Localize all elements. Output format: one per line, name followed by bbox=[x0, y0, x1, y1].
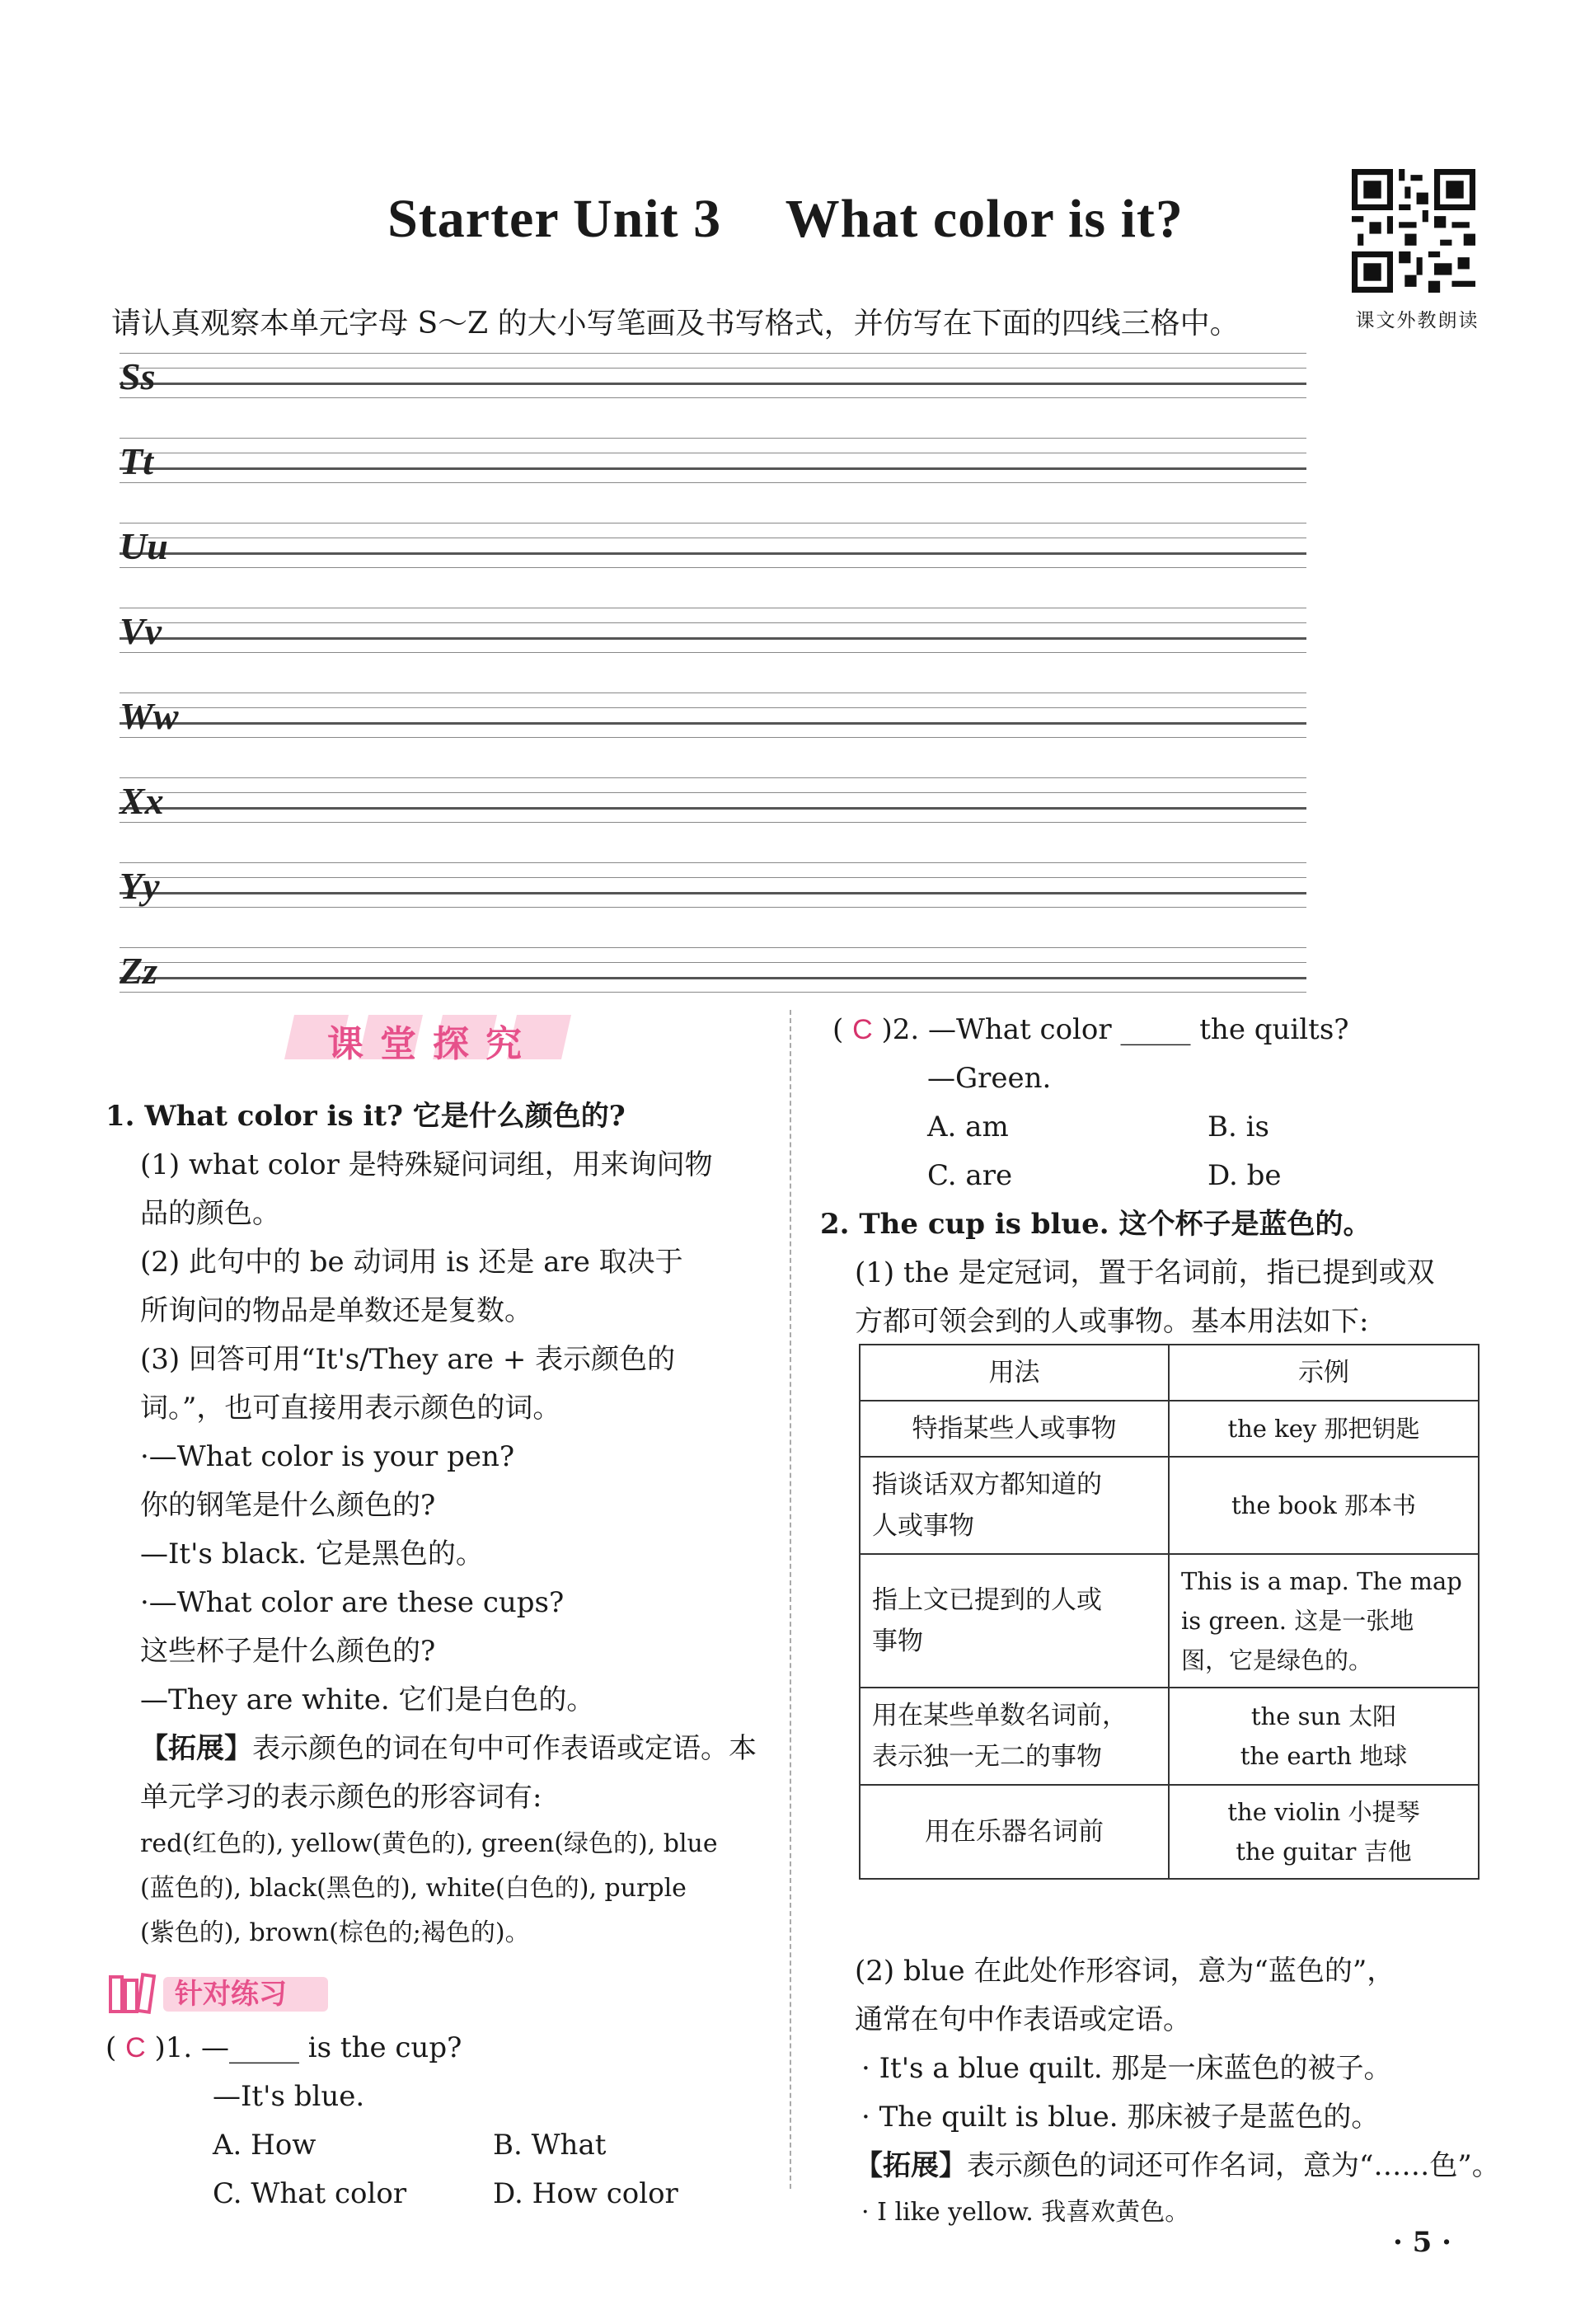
text-line: (1) what color 是特殊疑问词组，用来询问物 bbox=[140, 1148, 713, 1181]
color-words-line: (蓝色的), black(黑色的), white(白色的), purple bbox=[140, 1874, 687, 1903]
writing-guide-ss[interactable] bbox=[120, 353, 1306, 411]
usage-text: 事物 bbox=[872, 1627, 923, 1656]
usage-cell bbox=[860, 1401, 1169, 1457]
table-row bbox=[860, 1785, 1479, 1879]
usage-text: 表示独一无二的事物 bbox=[872, 1742, 1102, 1772]
q2-answer[interactable]: C bbox=[852, 1014, 873, 1045]
letter-label: Tt bbox=[120, 440, 153, 482]
table-row bbox=[860, 1688, 1479, 1785]
letter-label: Xx bbox=[120, 780, 164, 822]
example-text: the key 那把钥匙 bbox=[1227, 1415, 1420, 1443]
color-words-line: (紫色的), brown(棕色的;褐色的)。 bbox=[140, 1918, 530, 1947]
text-line: 通常在句中作表语或定语。 bbox=[855, 2003, 1191, 2036]
example-line: —They are white. 它们是白色的。 bbox=[140, 1683, 595, 1716]
extension-text: 表示颜色的词还可作名词，意为“……色”。 bbox=[967, 2149, 1500, 2182]
example-cell bbox=[1169, 1457, 1479, 1554]
table-row bbox=[860, 1457, 1479, 1554]
usage-text: 特指某些人或事物 bbox=[912, 1414, 1117, 1444]
example-cell bbox=[1169, 1554, 1479, 1688]
question-1 bbox=[106, 2024, 769, 2218]
letter-label: Vv bbox=[120, 610, 162, 652]
example-text: the earth 地球 bbox=[1240, 1742, 1408, 1770]
page-number: · 5 · bbox=[1393, 2226, 1452, 2259]
writing-instruction: 请认真观察本单元字母 S～Z 的大小写笔画及书写格式，并仿写在下面的四线三格中。 bbox=[111, 307, 1240, 340]
text-line: (2) blue 在此处作形容词，意为“蓝色的”， bbox=[855, 1955, 1395, 1988]
unit-question: What color is it? bbox=[785, 189, 1184, 249]
example-line: —It's black. 它是黑色的。 bbox=[140, 1538, 484, 1570]
table-row bbox=[860, 1554, 1479, 1688]
point2-title: 2. The cup is blue. 这个杯子是蓝色的。 bbox=[820, 1208, 1372, 1241]
extension-line bbox=[106, 1725, 769, 1773]
text-line: (3) 回答可用“It's/They are + 表示颜色的 bbox=[140, 1343, 676, 1376]
page-title bbox=[0, 188, 1571, 251]
usage-cell bbox=[860, 1554, 1169, 1688]
example-line: · The quilt is blue. 那床被子是蓝色的。 bbox=[861, 2101, 1380, 2134]
example-line: · I like yellow. 我喜欢黄色。 bbox=[861, 2198, 1190, 2227]
q1-stem-line: ( C )1. —_____ is the cup? bbox=[106, 2031, 462, 2064]
text-line: (2) 此句中的 be 动词用 is 还是 are 取决于 bbox=[140, 1246, 683, 1279]
section-banner-text: 课堂探究 bbox=[327, 1023, 538, 1065]
writing-guide-ww[interactable] bbox=[120, 693, 1306, 750]
writing-guide-zz[interactable] bbox=[120, 947, 1306, 1005]
usage-text: 指谈话双方都知道的 bbox=[872, 1470, 1102, 1500]
qr-code-icon[interactable] bbox=[1352, 169, 1475, 293]
q2-options-row bbox=[820, 1103, 1484, 1152]
example-line: ·—What color are these cups? bbox=[140, 1586, 565, 1619]
q1-options-row bbox=[106, 2121, 769, 2170]
question-2 bbox=[820, 1006, 1484, 1346]
the-usage-table bbox=[859, 1344, 1480, 1880]
text-line: 方都可领会到的人或事物。基本用法如下: bbox=[855, 1305, 1369, 1338]
writing-guide-uu[interactable] bbox=[120, 523, 1306, 580]
q2-option-a[interactable]: A. am bbox=[927, 1110, 1009, 1143]
blue-explanation bbox=[820, 1947, 1500, 2235]
example-text: is green. 这是一张地 bbox=[1181, 1607, 1414, 1635]
extension-label: 【拓展】 bbox=[140, 1732, 252, 1765]
example-line: 这些杯子是什么颜色的? bbox=[140, 1635, 436, 1668]
letter-label: Uu bbox=[120, 525, 168, 567]
example-line: ·—What color is your pen? bbox=[140, 1440, 515, 1473]
letter-label: Yy bbox=[120, 865, 160, 907]
text-line: 品的颜色。 bbox=[140, 1197, 280, 1230]
usage-cell bbox=[860, 1457, 1169, 1554]
usage-text: 指上文已提到的人或 bbox=[872, 1585, 1102, 1615]
q1-option-d[interactable]: D. How color bbox=[493, 2177, 678, 2210]
example-cell bbox=[1169, 1785, 1479, 1879]
text-line: 词。”，也可直接用表示颜色的词。 bbox=[140, 1392, 561, 1425]
column-divider bbox=[790, 1010, 791, 2189]
extension-label: 【拓展】 bbox=[855, 2149, 967, 2182]
table-header: 用法 bbox=[860, 1345, 1169, 1401]
left-column bbox=[106, 1092, 769, 1955]
color-words-line: red(红色的), yellow(黄色的), green(绿色的), blue bbox=[140, 1829, 718, 1858]
q1-reply: —It's blue. bbox=[213, 2080, 365, 2113]
q1-option-a[interactable]: A. How bbox=[213, 2129, 317, 2162]
example-text: the book 那本书 bbox=[1231, 1491, 1416, 1519]
letter-label: Ww bbox=[120, 695, 179, 737]
q2-option-b[interactable]: B. is bbox=[1208, 1110, 1269, 1143]
q1-options-row bbox=[106, 2170, 769, 2218]
example-text: 图，它是绿色的。 bbox=[1181, 1646, 1373, 1674]
text-line: (1) the 是定冠词，置于名词前，指已提到或双 bbox=[855, 1256, 1435, 1289]
q2-option-d[interactable]: D. be bbox=[1208, 1159, 1282, 1192]
books-icon bbox=[110, 1974, 154, 2012]
extension-text: 表示颜色的词在句中可作表语或定语。本 bbox=[252, 1732, 757, 1765]
usage-cell bbox=[860, 1688, 1169, 1785]
writing-guide-vv[interactable] bbox=[120, 608, 1306, 665]
usage-text: 用在某些单数名词前， bbox=[872, 1701, 1128, 1730]
point1-title: 1. What color is it? 它是什么颜色的? bbox=[106, 1100, 626, 1133]
practice-label: 针对练习 bbox=[175, 1978, 287, 2011]
writing-guide-yy[interactable] bbox=[120, 862, 1306, 920]
example-text: the guitar 吉他 bbox=[1236, 1838, 1412, 1866]
letter-label: Zz bbox=[120, 950, 157, 992]
text-line: 所询问的物品是单数还是复数。 bbox=[140, 1294, 532, 1327]
qr-caption: 课文外教朗读 bbox=[1355, 310, 1480, 331]
example-line: 你的钢笔是什么颜色的? bbox=[140, 1489, 436, 1522]
example-text: the violin 小提琴 bbox=[1227, 1798, 1420, 1826]
q2-reply: —Green. bbox=[927, 1062, 1052, 1095]
q1-option-c[interactable]: C. What color bbox=[213, 2177, 407, 2210]
q2-stem: )2. —What color _____ the quilts? bbox=[881, 1013, 1349, 1046]
q2-stem-line: ( C )2. —What color _____ the quilts? bbox=[832, 1013, 1349, 1046]
q2-options-row bbox=[820, 1152, 1484, 1200]
example-line: · It's a blue quilt. 那是一床蓝色的被子。 bbox=[861, 2052, 1392, 2085]
writing-guide-tt[interactable] bbox=[120, 438, 1306, 495]
q2-option-c[interactable]: C. are bbox=[927, 1159, 1013, 1192]
letter-label: Ss bbox=[120, 355, 156, 397]
table-header-row bbox=[860, 1345, 1479, 1401]
unit-label: Starter Unit 3 bbox=[387, 189, 722, 249]
writing-guide-xx[interactable] bbox=[120, 777, 1306, 835]
example-text: the sun 太阳 bbox=[1250, 1702, 1397, 1730]
example-cell bbox=[1169, 1401, 1479, 1457]
q1-stem: )1. —_____ is the cup? bbox=[154, 2031, 462, 2064]
q1-answer[interactable]: C bbox=[125, 2032, 146, 2063]
extension-line bbox=[820, 2142, 1500, 2190]
usage-text: 人或事物 bbox=[872, 1511, 974, 1541]
usage-text: 用在乐器名词前 bbox=[925, 1817, 1104, 1847]
table-row bbox=[860, 1401, 1479, 1457]
usage-cell bbox=[860, 1785, 1169, 1879]
table-header: 示例 bbox=[1169, 1345, 1479, 1401]
q1-option-b[interactable]: B. What bbox=[493, 2129, 607, 2162]
example-text: This is a map. The map bbox=[1181, 1567, 1462, 1595]
extension-line: 单元学习的表示颜色的形容词有: bbox=[140, 1781, 542, 1814]
example-cell bbox=[1169, 1688, 1479, 1785]
